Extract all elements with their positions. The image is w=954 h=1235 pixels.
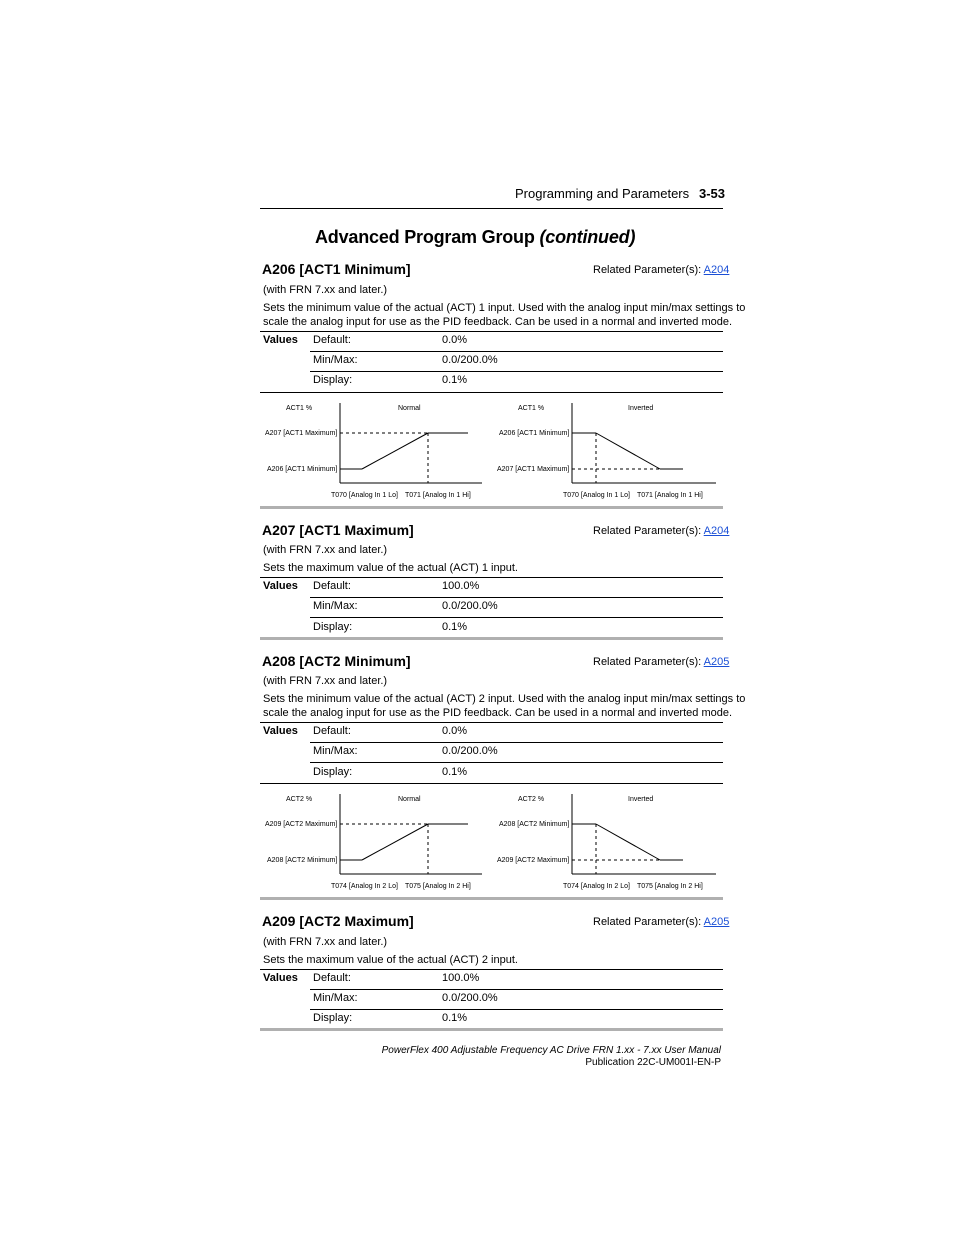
values-label: Values bbox=[263, 972, 298, 984]
lower-label: A206 [ACT1 Minimum] bbox=[267, 466, 338, 473]
value-key: Default: bbox=[313, 972, 351, 984]
y-axis-title: ACT2 % bbox=[518, 796, 545, 803]
curve-segment bbox=[596, 433, 660, 469]
value-key: Default: bbox=[313, 725, 351, 737]
mode-label: Inverted bbox=[628, 796, 654, 803]
frn-note: (with FRN 7.xx and later.) bbox=[263, 544, 388, 556]
param-title-a208: A208 [ACT2 Minimum] bbox=[262, 653, 411, 669]
footer-publication: Publication 22C-UM001I-EN-P bbox=[585, 1057, 721, 1068]
param-description: Sets the maximum value of the actual (ACT) 1 input. bbox=[263, 562, 518, 574]
table-rule bbox=[310, 1009, 723, 1010]
upper-label: A206 [ACT1 Minimum] bbox=[499, 430, 570, 437]
related-params-a209: Related Parameter(s): A205 bbox=[593, 916, 730, 928]
curve-segment bbox=[596, 824, 660, 860]
value-key: Default: bbox=[313, 334, 351, 346]
value-text: 0.0/200.0% bbox=[442, 992, 498, 1004]
lower-label: A207 [ACT1 Maximum] bbox=[497, 466, 570, 473]
x-hi-label: T075 [Analog In 2 Hi] bbox=[405, 883, 471, 890]
upper-label: A207 [ACT1 Maximum] bbox=[265, 430, 338, 437]
frn-note: (with FRN 7.xx and later.) bbox=[263, 936, 388, 948]
upper-label: A208 [ACT2 Minimum] bbox=[499, 821, 570, 828]
table-rule bbox=[310, 371, 723, 372]
table-rule bbox=[260, 969, 723, 970]
act1-diagrams bbox=[260, 395, 723, 507]
value-text: 100.0% bbox=[442, 580, 480, 592]
table-rule bbox=[260, 392, 723, 393]
value-key: Display: bbox=[313, 1012, 353, 1024]
section-title: Programming and Parameters bbox=[515, 186, 690, 201]
value-key: Min/Max: bbox=[313, 745, 358, 757]
diagram-act2-normal bbox=[265, 794, 482, 890]
mode-label: Inverted bbox=[628, 405, 654, 412]
header-rule bbox=[260, 208, 723, 209]
diagram-act1-inverted bbox=[497, 403, 716, 499]
diagram-act1-normal bbox=[265, 403, 482, 499]
lower-label: A209 [ACT2 Maximum] bbox=[497, 857, 570, 864]
y-axis-title: ACT1 % bbox=[518, 405, 545, 412]
table-rule bbox=[260, 783, 723, 784]
value-key: Display: bbox=[313, 374, 353, 386]
related-params-a208: Related Parameter(s): A205 bbox=[593, 656, 730, 668]
table-rule bbox=[260, 722, 723, 723]
value-text: 0.1% bbox=[442, 766, 468, 778]
section-divider bbox=[260, 897, 723, 900]
values-label: Values bbox=[263, 725, 298, 737]
x-lo-label: T074 [Analog In 2 Lo] bbox=[331, 883, 398, 890]
value-key: Min/Max: bbox=[313, 354, 358, 366]
related-link-a204[interactable]: A204 bbox=[703, 264, 730, 276]
related-link-a205[interactable]: A205 bbox=[703, 656, 730, 668]
value-text: 0.1% bbox=[442, 374, 468, 386]
curve-segment bbox=[362, 824, 428, 860]
x-hi-label: T075 [Analog In 2 Hi] bbox=[637, 883, 703, 890]
section-divider bbox=[260, 506, 723, 509]
value-text: 0.0/200.0% bbox=[442, 354, 498, 366]
frn-note: (with FRN 7.xx and later.) bbox=[263, 284, 388, 296]
x-lo-label: T070 [Analog In 1 Lo] bbox=[331, 492, 398, 499]
value-text: 0.1% bbox=[442, 621, 468, 633]
section-divider bbox=[260, 637, 723, 640]
group-title: Advanced Program Group (continued) bbox=[315, 227, 636, 247]
related-params-a206: Related Parameter(s): A204 bbox=[593, 264, 730, 276]
value-text: 0.0/200.0% bbox=[442, 600, 498, 612]
value-key: Default: bbox=[313, 580, 351, 592]
param-description: scale the analog input for use as the PID feedback. Can be used in a normal and inverted mode. bbox=[263, 707, 733, 719]
x-hi-label: T071 [Analog In 1 Hi] bbox=[405, 492, 471, 499]
param-description: Sets the maximum value of the actual (ACT) 2 input. bbox=[263, 954, 518, 966]
values-label: Values bbox=[263, 334, 298, 346]
value-text: 100.0% bbox=[442, 972, 480, 984]
frn-note: (with FRN 7.xx and later.) bbox=[263, 675, 388, 687]
table-rule bbox=[260, 577, 723, 578]
table-rule bbox=[260, 331, 723, 332]
value-key: Display: bbox=[313, 621, 353, 633]
value-text: 0.0/200.0% bbox=[442, 745, 498, 757]
value-text: 0.0% bbox=[442, 725, 468, 737]
x-lo-label: T074 [Analog In 2 Lo] bbox=[563, 883, 630, 890]
upper-label: A209 [ACT2 Maximum] bbox=[265, 821, 338, 828]
param-description: Sets the minimum value of the actual (ACT) 2 input. Used with the analog input min/max settings to bbox=[263, 693, 746, 705]
table-rule bbox=[310, 617, 723, 618]
values-label: Values bbox=[263, 580, 298, 592]
param-title-a207: A207 [ACT1 Maximum] bbox=[262, 522, 414, 538]
diagram-act2-inverted bbox=[497, 794, 716, 890]
value-key: Display: bbox=[313, 766, 353, 778]
value-text: 0.0% bbox=[442, 334, 468, 346]
table-rule bbox=[310, 742, 723, 743]
value-key: Min/Max: bbox=[313, 992, 358, 1004]
param-title-a206: A206 [ACT1 Minimum] bbox=[262, 261, 411, 277]
curve-segment bbox=[362, 433, 428, 469]
param-description: Sets the minimum value of the actual (ACT) 1 input. Used with the analog input min/max settings to bbox=[263, 302, 746, 314]
related-link-a204[interactable]: A204 bbox=[703, 525, 730, 537]
related-params-a207: Related Parameter(s): A204 bbox=[593, 525, 730, 537]
page-number: 3-53 bbox=[699, 186, 726, 201]
y-axis-title: ACT1 % bbox=[286, 405, 313, 412]
table-rule bbox=[310, 989, 723, 990]
x-hi-label: T071 [Analog In 1 Hi] bbox=[637, 492, 703, 499]
value-text: 0.1% bbox=[442, 1012, 468, 1024]
value-key: Min/Max: bbox=[313, 600, 358, 612]
mode-label: Normal bbox=[398, 405, 421, 412]
act2-diagrams bbox=[260, 786, 723, 898]
section-divider bbox=[260, 1028, 723, 1031]
lower-label: A208 [ACT2 Minimum] bbox=[267, 857, 338, 864]
table-rule bbox=[310, 762, 723, 763]
y-axis-title: ACT2 % bbox=[286, 796, 313, 803]
table-rule bbox=[310, 351, 723, 352]
param-description: scale the analog input for use as the PID feedback. Can be used in a normal and inverted mode. bbox=[263, 316, 733, 328]
footer-manual-title: PowerFlex 400 Adjustable Frequency AC Drive FRN 1.xx - 7.xx User Manual bbox=[381, 1045, 721, 1056]
param-title-a209: A209 [ACT2 Maximum] bbox=[262, 913, 414, 929]
related-link-a205[interactable]: A205 bbox=[703, 916, 730, 928]
mode-label: Normal bbox=[398, 796, 421, 803]
table-rule bbox=[310, 597, 723, 598]
x-lo-label: T070 [Analog In 1 Lo] bbox=[563, 492, 630, 499]
